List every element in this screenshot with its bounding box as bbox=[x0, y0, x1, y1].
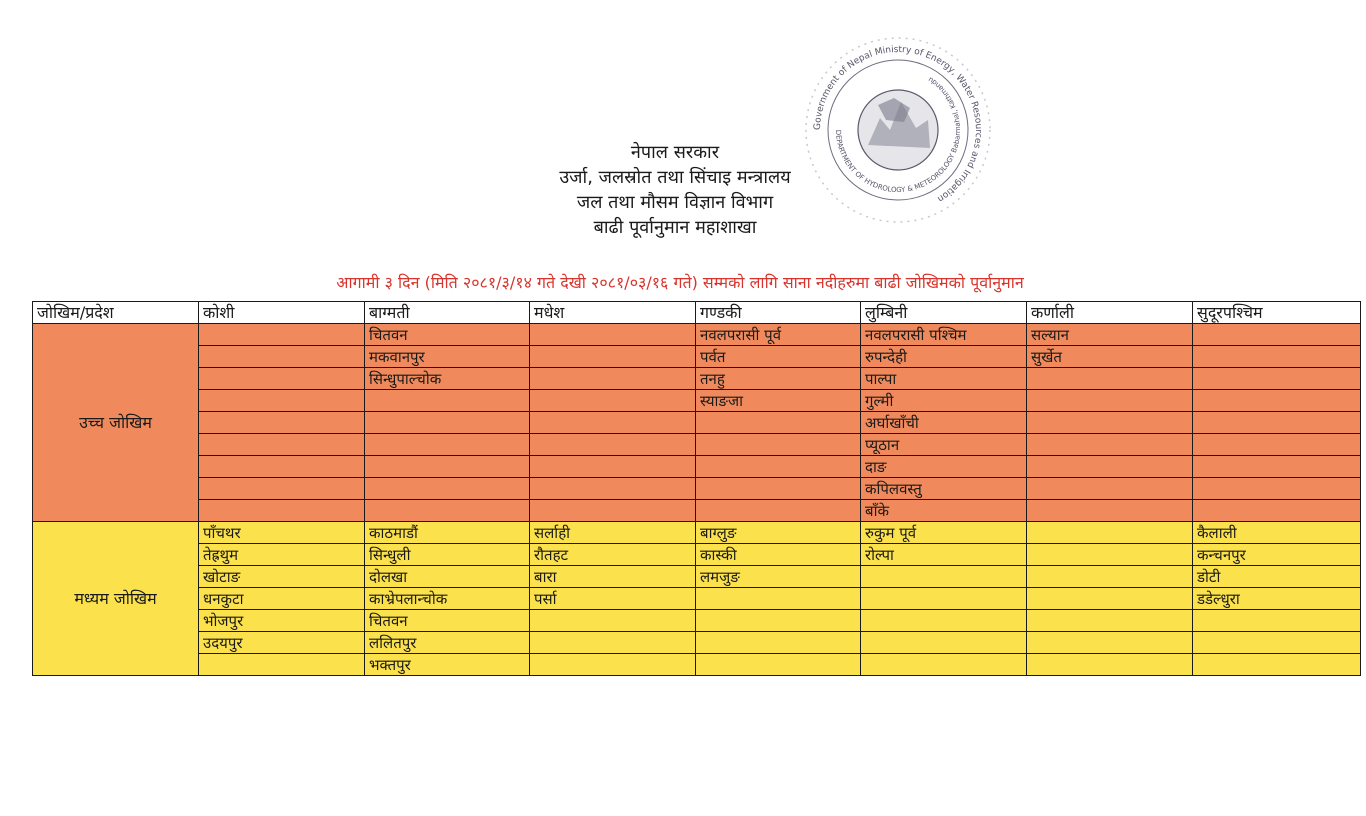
district-cell bbox=[1027, 478, 1193, 500]
district-cell: काठमाडौं bbox=[365, 522, 530, 544]
header-lumbini: लुम्बिनी bbox=[861, 302, 1027, 324]
district-cell bbox=[530, 346, 696, 368]
district-cell: रोल्पा bbox=[861, 544, 1027, 566]
district-cell: स्याङजा bbox=[696, 390, 861, 412]
government-name: नेपाल सरकार bbox=[630, 142, 720, 163]
district-cell: ललितपुर bbox=[365, 632, 530, 654]
table-row bbox=[33, 588, 1361, 610]
district-cell bbox=[1027, 654, 1193, 676]
table-row bbox=[33, 324, 1361, 346]
district-cell: डोटी bbox=[1193, 566, 1361, 588]
district-cell: कैलाली bbox=[1193, 522, 1361, 544]
district-cell bbox=[1027, 588, 1193, 610]
district-cell bbox=[199, 412, 365, 434]
district-cell bbox=[199, 324, 365, 346]
district-cell bbox=[1193, 346, 1361, 368]
district-cell bbox=[1193, 632, 1361, 654]
district-cell bbox=[1193, 654, 1361, 676]
district-cell bbox=[1027, 632, 1193, 654]
district-cell bbox=[1193, 412, 1361, 434]
district-cell: कपिलवस्तु bbox=[861, 478, 1027, 500]
district-cell bbox=[1027, 368, 1193, 390]
district-cell: गुल्मी bbox=[861, 390, 1027, 412]
medium-risk-label: मध्यम जोखिम bbox=[33, 522, 199, 676]
district-cell: पर्वत bbox=[696, 346, 861, 368]
district-cell bbox=[199, 390, 365, 412]
district-cell: चितवन bbox=[365, 610, 530, 632]
table-row bbox=[33, 610, 1361, 632]
district-cell: तनहु bbox=[696, 368, 861, 390]
table-row bbox=[33, 390, 1361, 412]
district-cell: बाग्लुङ bbox=[696, 522, 861, 544]
district-cell: दाङ bbox=[861, 456, 1027, 478]
district-cell bbox=[530, 390, 696, 412]
high-risk-label: उच्च जोखिम bbox=[33, 324, 199, 522]
district-cell bbox=[199, 456, 365, 478]
flood-risk-table bbox=[32, 301, 1361, 676]
district-cell bbox=[1027, 522, 1193, 544]
table-row bbox=[33, 522, 1361, 544]
district-cell bbox=[530, 434, 696, 456]
ministry-name: उर्जा, जलस्रोत तथा सिंचाइ मन्त्रालय bbox=[559, 167, 791, 188]
district-cell: पाँचथर bbox=[199, 522, 365, 544]
table-row bbox=[33, 478, 1361, 500]
district-cell bbox=[696, 500, 861, 522]
district-cell bbox=[1193, 500, 1361, 522]
district-cell bbox=[530, 478, 696, 500]
district-cell bbox=[1027, 610, 1193, 632]
district-cell bbox=[861, 654, 1027, 676]
district-cell bbox=[1193, 434, 1361, 456]
table-row bbox=[33, 566, 1361, 588]
district-cell bbox=[1027, 544, 1193, 566]
header-gandaki: गण्डकी bbox=[696, 302, 861, 324]
district-cell: डडेल्धुरा bbox=[1193, 588, 1361, 610]
district-cell bbox=[530, 324, 696, 346]
district-cell bbox=[199, 500, 365, 522]
district-cell: तेह्रथुम bbox=[199, 544, 365, 566]
district-cell bbox=[696, 456, 861, 478]
district-cell bbox=[1193, 368, 1361, 390]
table-row bbox=[33, 434, 1361, 456]
district-cell bbox=[696, 412, 861, 434]
header-karnali: कर्णाली bbox=[1027, 302, 1193, 324]
district-cell bbox=[199, 434, 365, 456]
district-cell bbox=[696, 434, 861, 456]
district-cell bbox=[1027, 390, 1193, 412]
stamp-seal-icon bbox=[798, 30, 998, 230]
district-cell bbox=[530, 632, 696, 654]
district-cell: सर्लाही bbox=[530, 522, 696, 544]
table-row bbox=[33, 456, 1361, 478]
district-cell bbox=[861, 610, 1027, 632]
district-cell bbox=[1193, 390, 1361, 412]
district-cell: नवलपरासी पूर्व bbox=[696, 324, 861, 346]
district-cell: लमजुङ bbox=[696, 566, 861, 588]
district-cell bbox=[530, 412, 696, 434]
district-cell bbox=[1027, 500, 1193, 522]
district-cell bbox=[696, 654, 861, 676]
district-cell: पाल्पा bbox=[861, 368, 1027, 390]
district-cell bbox=[1193, 478, 1361, 500]
district-cell bbox=[530, 610, 696, 632]
district-cell bbox=[1193, 610, 1361, 632]
table-row bbox=[33, 654, 1361, 676]
district-cell bbox=[696, 632, 861, 654]
district-cell bbox=[696, 478, 861, 500]
header-risk-province: जोखिम/प्रदेश bbox=[33, 302, 199, 324]
district-cell bbox=[365, 412, 530, 434]
table-row bbox=[33, 544, 1361, 566]
seal-outer-text: Government of Nepal Ministry of Energy, Water Resources and Irrigation bbox=[812, 44, 984, 204]
district-cell bbox=[365, 478, 530, 500]
district-cell bbox=[365, 434, 530, 456]
table-row bbox=[33, 500, 1361, 522]
district-cell: दोलखा bbox=[365, 566, 530, 588]
district-cell: रुकुम पूर्व bbox=[861, 522, 1027, 544]
table-row bbox=[33, 412, 1361, 434]
district-cell: धनकुटा bbox=[199, 588, 365, 610]
district-cell: उदयपुर bbox=[199, 632, 365, 654]
district-cell: सुर्खेत bbox=[1027, 346, 1193, 368]
district-cell: सिन्धुली bbox=[365, 544, 530, 566]
district-cell bbox=[199, 478, 365, 500]
district-cell bbox=[530, 654, 696, 676]
district-cell bbox=[365, 500, 530, 522]
district-cell: बाँके bbox=[861, 500, 1027, 522]
district-cell: भोजपुर bbox=[199, 610, 365, 632]
table-row bbox=[33, 632, 1361, 654]
district-cell bbox=[1193, 324, 1361, 346]
department-name: जल तथा मौसम विज्ञान विभाग bbox=[576, 192, 774, 213]
district-cell: रौतहट bbox=[530, 544, 696, 566]
district-cell bbox=[199, 368, 365, 390]
table-header-row bbox=[33, 302, 1361, 324]
district-cell bbox=[530, 456, 696, 478]
district-cell bbox=[365, 390, 530, 412]
district-cell: कन्चनपुर bbox=[1193, 544, 1361, 566]
district-cell: कास्की bbox=[696, 544, 861, 566]
table-row bbox=[33, 368, 1361, 390]
district-cell bbox=[861, 566, 1027, 588]
forecast-subtitle: आगामी ३ दिन (मिति २०८१/३/१४ गते देखी २०८१/०३/१६ गते) सम्मको लागि साना नदीहरुमा बाढी जोखिमको पूर्वानुमान bbox=[336, 273, 1024, 292]
district-cell bbox=[696, 588, 861, 610]
district-cell: भक्तपुर bbox=[365, 654, 530, 676]
district-cell bbox=[365, 456, 530, 478]
header-sudurpashchim: सुदूरपश्चिम bbox=[1193, 302, 1361, 324]
district-cell: अर्घाखाँची bbox=[861, 412, 1027, 434]
district-cell bbox=[861, 632, 1027, 654]
district-cell bbox=[199, 346, 365, 368]
header-koshi: कोशी bbox=[199, 302, 365, 324]
district-cell: पर्सा bbox=[530, 588, 696, 610]
district-cell bbox=[530, 500, 696, 522]
district-cell: खोटाङ bbox=[199, 566, 365, 588]
district-cell: बारा bbox=[530, 566, 696, 588]
district-cell bbox=[1027, 434, 1193, 456]
district-cell bbox=[199, 654, 365, 676]
district-cell: रुपन्देही bbox=[861, 346, 1027, 368]
seal-inner-text: DEPARTMENT OF HYDROLOGY & METEOROLOGY Babarmahal, Kathmandu bbox=[833, 75, 963, 195]
district-cell: नवलपरासी पश्चिम bbox=[861, 324, 1027, 346]
district-cell bbox=[1027, 456, 1193, 478]
table-row bbox=[33, 346, 1361, 368]
district-cell: चितवन bbox=[365, 324, 530, 346]
district-cell: सिन्धुपाल्चोक bbox=[365, 368, 530, 390]
division-name: बाढी पूर्वानुमान महाशाखा bbox=[593, 217, 757, 238]
header-bagmati: बाग्मती bbox=[365, 302, 530, 324]
district-cell: मकवानपुर bbox=[365, 346, 530, 368]
district-cell bbox=[1027, 566, 1193, 588]
district-cell bbox=[696, 610, 861, 632]
district-cell bbox=[861, 588, 1027, 610]
district-cell: प्यूठान bbox=[861, 434, 1027, 456]
header-madhesh: मधेश bbox=[530, 302, 696, 324]
district-cell: सल्यान bbox=[1027, 324, 1193, 346]
district-cell bbox=[1027, 412, 1193, 434]
district-cell: काभ्रेपलान्चोक bbox=[365, 588, 530, 610]
district-cell bbox=[1193, 456, 1361, 478]
district-cell bbox=[530, 368, 696, 390]
